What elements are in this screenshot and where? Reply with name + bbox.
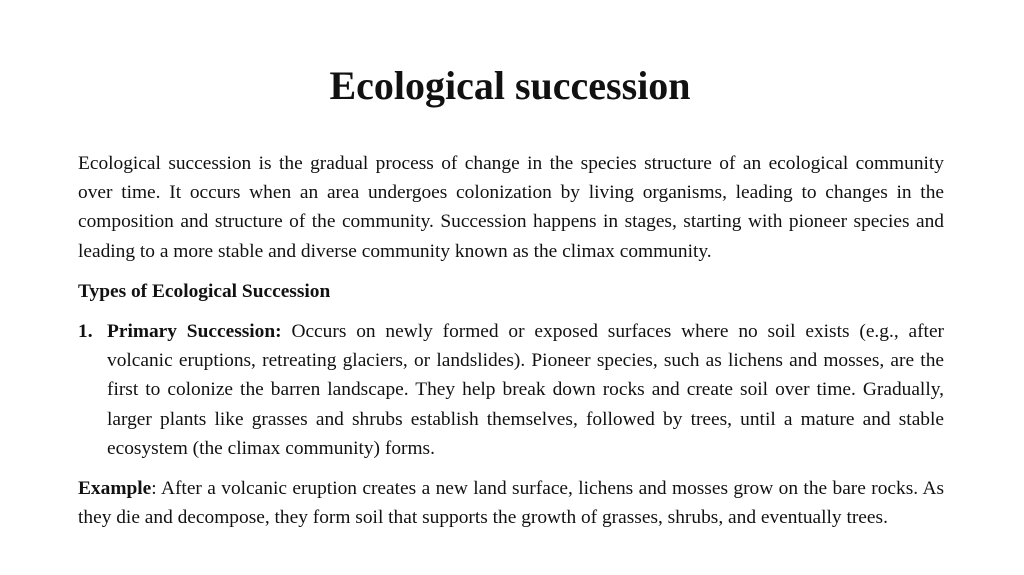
types-heading: Types of Ecological Succession [78, 280, 331, 302]
list-number: 1. [78, 321, 93, 343]
list-term: Primary Succession: [107, 321, 282, 343]
slide-title: Ecological succession [329, 63, 691, 108]
example-text: : After a volcanic eruption creates a new land surface, lichens and mosses grow on the bare rocks. As they die and decompose, they form soil that supports the growth of grasses, shrubs, and eventually trees. [78, 478, 944, 529]
list-text: Occurs on newly formed or exposed surfaces where no soil exists (e.g., after volcanic eruptions, retreating glaciers, or landslides). Pioneer species, such as lichens and mosses, are the first to colonize the barren landscape. They help break down rocks and create soil over time. Gradually, larger plants like grasses and shrubs establish themselves, followed by trees, until a mature and stable ecosystem (the climax community) forms. [107, 321, 945, 459]
list-item-primary-succession [78, 317, 944, 463]
example-paragraph [78, 474, 944, 532]
example-label: Example [78, 478, 152, 500]
intro-paragraph: Ecological succession is the gradual process of change in the species structure of an ecological community over time. It occurs when an area undergoes colonization by living organisms, leading to changes in the composition and structure of the community. Succession happens in stages, starting with pioneer species and leading to a more stable and diverse community known as the climax community. [78, 153, 944, 262]
slide-body [78, 149, 944, 532]
